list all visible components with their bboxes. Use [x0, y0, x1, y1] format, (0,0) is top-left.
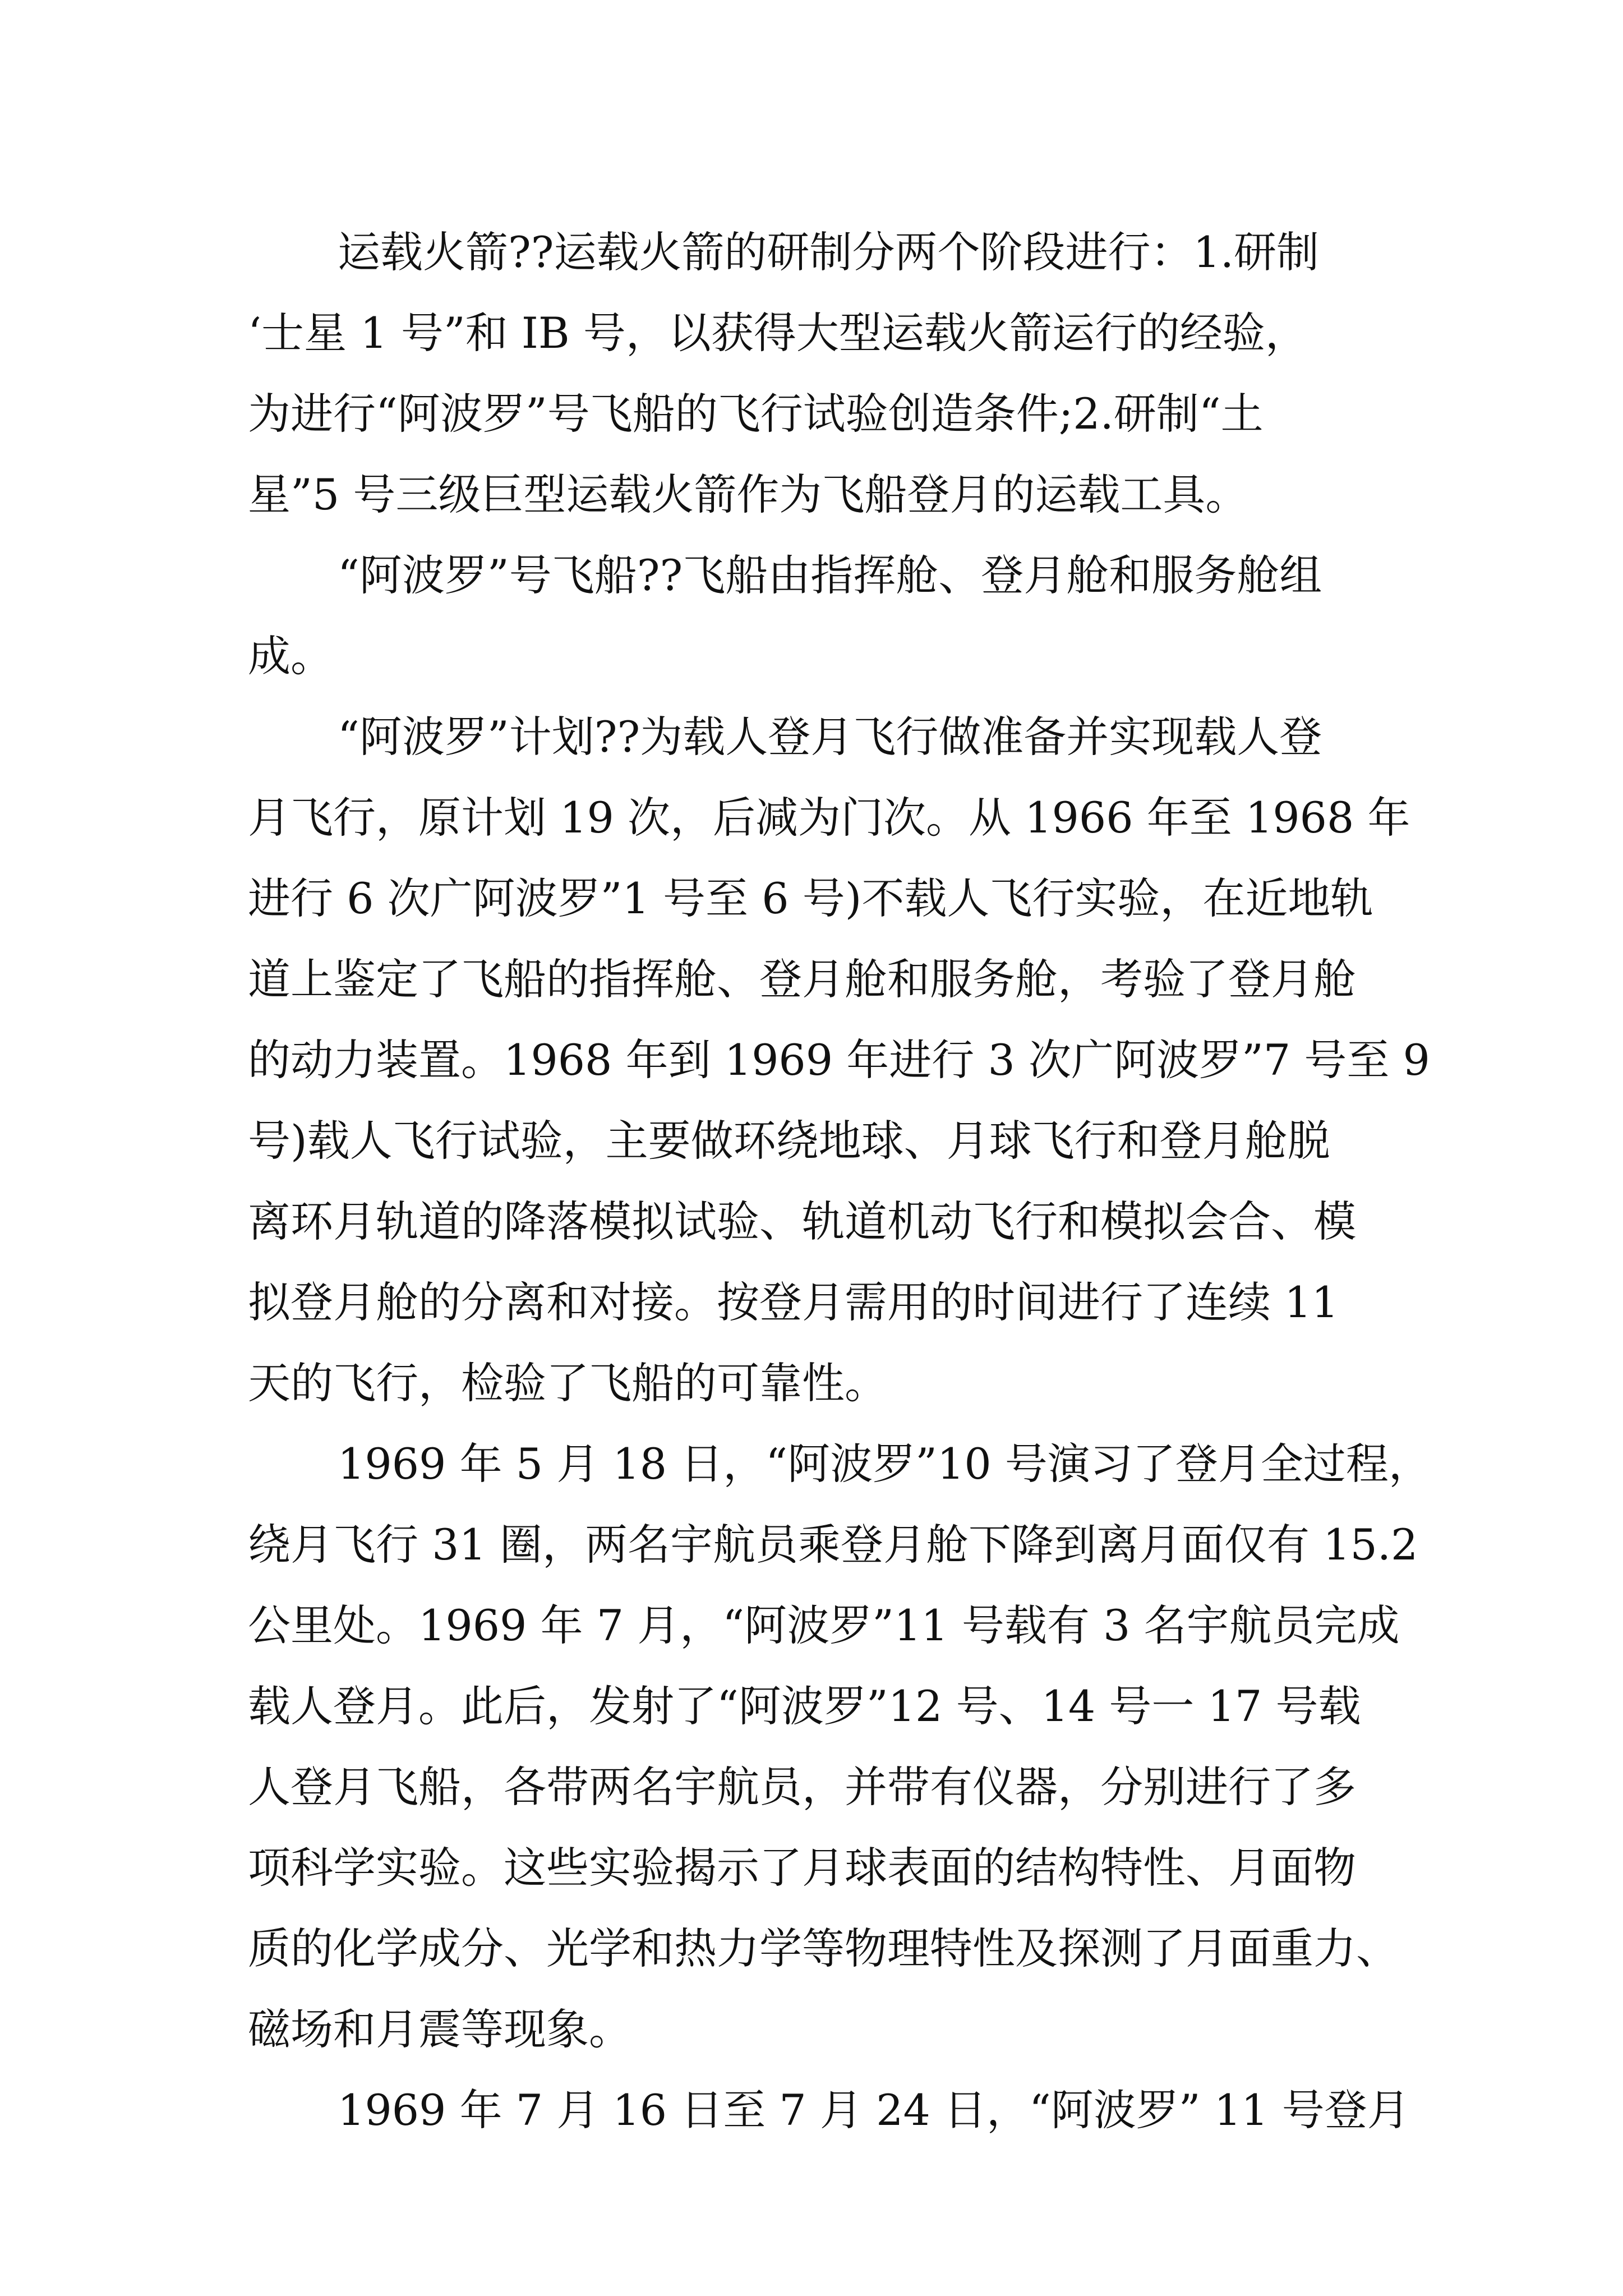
- paragraph-spacecraft: [248, 535, 1437, 697]
- paragraph-launch-vehicle: [248, 212, 1437, 535]
- text-line: 号)载人飞行试验，主要做环绕地球、月球飞行和登月舱脱: [248, 1116, 1330, 1166]
- text-line: 公里处。1969 年 7 月，“阿波罗”11 号载有 3 名宇航员完成: [248, 1600, 1400, 1650]
- paragraph-apollo-missions: [248, 1424, 1437, 2070]
- text-line: 绕月飞行 31 圈，两名宇航员乘登月舱下降到离月面仅有 15.2: [248, 1520, 1418, 1570]
- text-line: ‘士星 1 号”和 IB 号，以获得大型运载火箭运行的经验，: [248, 308, 1308, 358]
- paragraph-apollo-program: [248, 697, 1437, 1424]
- text-line: 人登月飞船，各带两名宇航员，并带有仪器，分别进行了多: [248, 1762, 1356, 1812]
- text-line: “阿波罗”计划??为载人登月飞行做准备并实现载人登: [338, 712, 1322, 762]
- paragraph-apollo-11: [248, 2070, 1437, 2151]
- document-body: [248, 212, 1437, 2151]
- text-line: 月飞行，原计划 19 次，后减为门次。从 1966 年至 1968 年: [248, 793, 1410, 843]
- text-line: 的动力装置。1968 年到 1969 年进行 3 次广阿波罗”7 号至 9: [248, 1035, 1430, 1085]
- text-line: 天的飞行，检验了飞船的可靠性。: [248, 1358, 887, 1408]
- text-line: 拟登月舱的分离和对接。按登月需用的时间进行了连续 11: [248, 1277, 1339, 1327]
- text-line: 运载火箭??运载火箭的研制分两个阶段进行：1.研制: [338, 227, 1320, 277]
- text-line: 进行 6 次广阿波罗”1 号至 6 号)不载人飞行实验，在近地轨: [248, 873, 1373, 923]
- text-line: 质的化学成分、光学和热力学等物理特性及探测了月面重力、: [248, 1924, 1399, 1973]
- text-line: 为进行“阿波罗”号飞船的飞行试验创造条件;2.研制“土: [248, 389, 1264, 439]
- text-line: 星”5 号三级巨型运载火箭作为飞船登月的运载工具。: [248, 470, 1248, 519]
- text-line: 离环月轨道的降落模拟试验、轨道机动飞行和模拟会合、模: [248, 1197, 1356, 1246]
- text-line: 1969 年 7 月 16 日至 7 月 24 日，“阿波罗” 11 号登月: [338, 2085, 1410, 2135]
- text-line: 磁场和月震等现象。: [248, 2004, 631, 2054]
- text-line: 项科学实验。这些实验揭示了月球表面的结构特性、月面物: [248, 1843, 1356, 1893]
- text-line: “阿波罗”号飞船??飞船由指挥舱、登月舱和服务舱组: [338, 550, 1322, 600]
- text-line: 1969 年 5 月 18 日，“阿波罗”10 号演习了登月全过程，: [338, 1439, 1431, 1489]
- text-line: 载人登月。此后，发射了“阿波罗”12 号、14 号一 17 号载: [248, 1681, 1361, 1731]
- text-line: 成。: [248, 631, 333, 681]
- text-line: 道上鉴定了飞船的指挥舱、登月舱和服务舱，考验了登月舱: [248, 954, 1356, 1004]
